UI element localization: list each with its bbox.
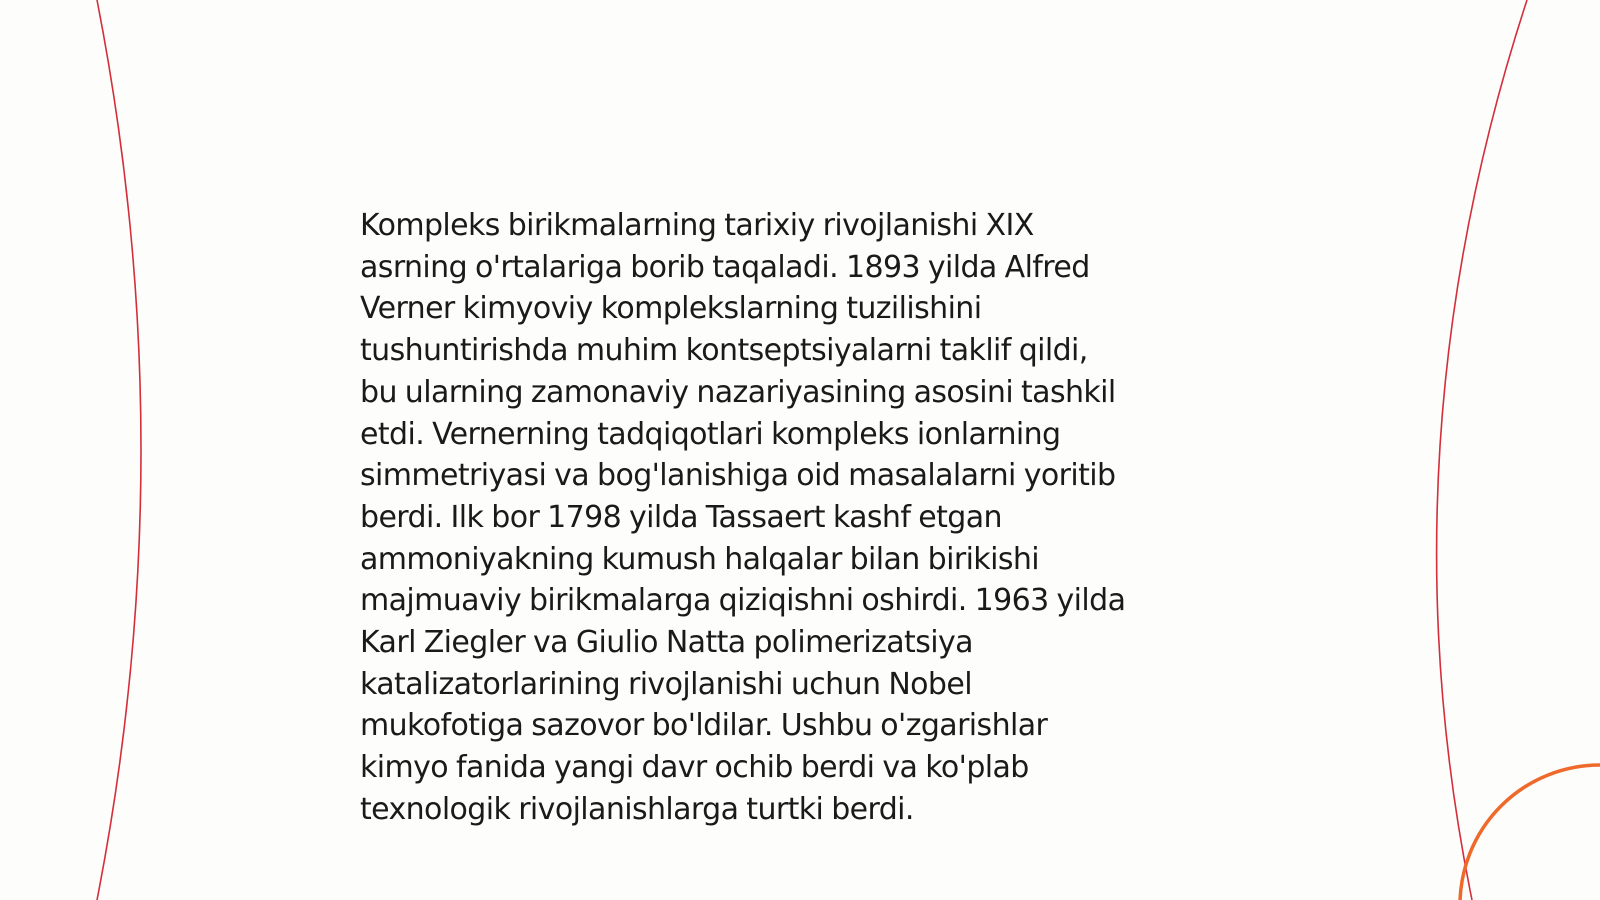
body-line: Verner kimyoviy komplekslarning tuzilishini: [360, 291, 982, 327]
body-line: katalizatorlarining rivojlanishi uchun Nobel: [360, 666, 972, 702]
body-line: ammoniyakning kumush halqalar bilan birikishi: [360, 541, 1039, 577]
body-line: simmetriyasi va bog'lanishiga oid masalalarni yoritib: [360, 458, 1116, 494]
body-line: mukofotiga sazovor bo'ldilar. Ushbu o'zgarishlar: [360, 708, 1048, 744]
body-line: berdi. Ilk bor 1798 yilda Tassaert kashf etgan: [360, 499, 1002, 535]
body-paragraph: [360, 205, 1240, 831]
body-line: asrning o'rtalariga borib taqaladi. 1893 yilda Alfred: [360, 249, 1090, 285]
left-red-arc: [97, 0, 141, 900]
body-line: majmuaviy birikmalarga qiziqishni oshirdi. 1963 yilda: [360, 583, 1126, 619]
body-line: Karl Ziegler va Giulio Natta polimerizatsiya: [360, 625, 973, 661]
body-line: etdi. Vernerning tadqiqotlari kompleks ionlarning: [360, 416, 1061, 452]
body-line: texnologik rivojlanishlarga turtki berdi.: [360, 791, 914, 827]
right-red-arc: [1437, 0, 1527, 900]
body-line: kimyo fanida yangi davr ochib berdi va ko'plab: [360, 750, 1029, 786]
body-line: Kompleks birikmalarning tarixiy rivojlanishi XIX: [360, 208, 1034, 243]
body-line: bu ularning zamonaviy nazariyasining asosini tashkil: [360, 374, 1116, 410]
body-line: tushuntirishda muhim kontseptsiyalarni taklif qildi,: [360, 333, 1088, 369]
orange-circle-arc: [1460, 765, 1600, 900]
